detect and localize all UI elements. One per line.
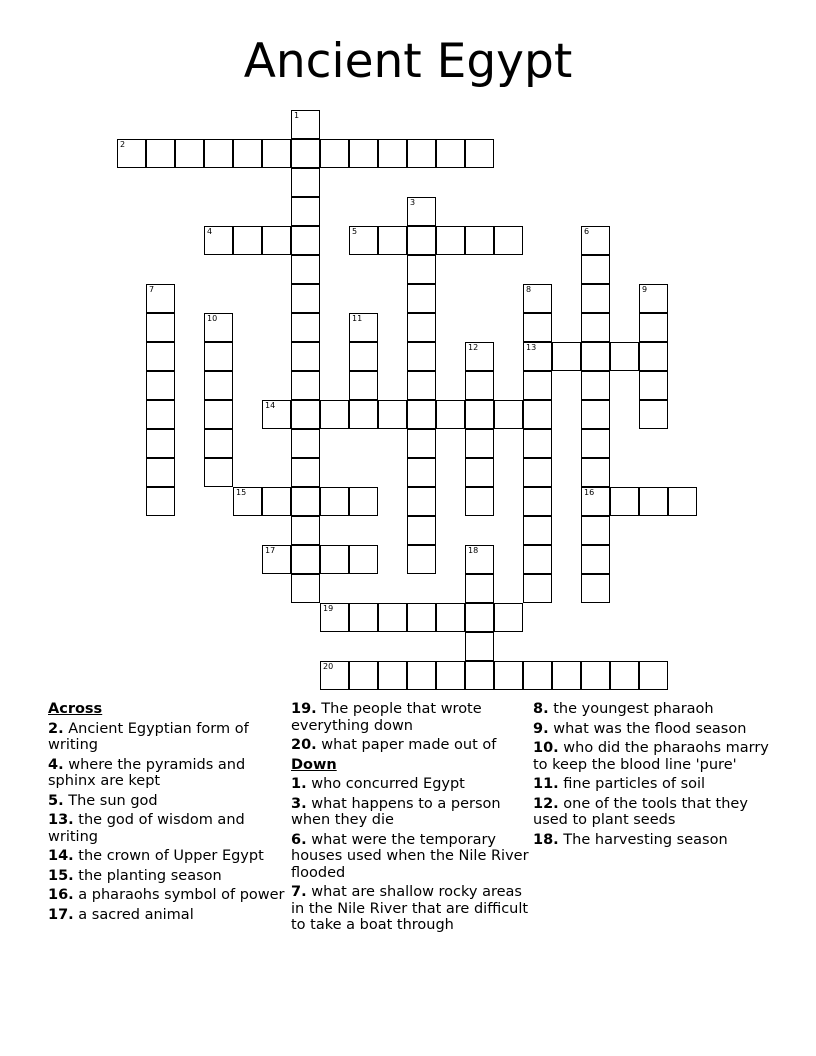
clue-text: fine particles of soil: [558, 776, 706, 792]
grid-cell[interactable]: [523, 487, 552, 516]
cell-number: 6: [584, 227, 590, 236]
grid-cell[interactable]: [204, 226, 233, 255]
clue-item: [533, 740, 773, 773]
grid-cell[interactable]: [581, 545, 610, 574]
clue-number: 5.: [48, 792, 64, 809]
grid-cell[interactable]: [262, 226, 291, 255]
grid-cell[interactable]: [146, 284, 175, 313]
clue-item: [533, 796, 773, 829]
cell-number: 4: [207, 227, 213, 236]
cell-number: 13: [526, 343, 537, 352]
grid-cell[interactable]: [320, 603, 349, 632]
grid-cell[interactable]: [639, 284, 668, 313]
grid-cell[interactable]: [523, 400, 552, 429]
grid-cell[interactable]: [320, 139, 349, 168]
grid-cell[interactable]: [436, 661, 465, 690]
grid-cell[interactable]: [349, 545, 378, 574]
clue-text: The people that wrote everything down: [291, 701, 482, 734]
grid-cell[interactable]: [349, 226, 378, 255]
grid-cell[interactable]: [552, 661, 581, 690]
grid-cell[interactable]: [320, 487, 349, 516]
clues-column-2: [291, 701, 531, 937]
grid-cell[interactable]: [291, 313, 320, 342]
cell-number: 17: [265, 546, 276, 555]
clue-number: 15.: [48, 867, 74, 884]
grid-cell[interactable]: [146, 458, 175, 487]
clue-text: what was the flood season: [548, 720, 747, 737]
grid-cell[interactable]: [146, 371, 175, 400]
grid-cell[interactable]: [407, 313, 436, 342]
grid-cell[interactable]: [581, 516, 610, 545]
cell-number: 3: [410, 198, 416, 207]
cell-number: 14: [265, 401, 276, 410]
grid-cell[interactable]: [146, 342, 175, 371]
grid-cell[interactable]: [610, 661, 639, 690]
cell-number: 16: [584, 488, 595, 497]
clue-number: 19.: [291, 701, 317, 717]
grid-cell[interactable]: [436, 603, 465, 632]
grid-cell[interactable]: [610, 342, 639, 371]
grid-cell[interactable]: [523, 429, 552, 458]
grid-cell[interactable]: [349, 400, 378, 429]
grid-cell[interactable]: [494, 603, 523, 632]
grid-cell[interactable]: [436, 400, 465, 429]
grid-cell[interactable]: [523, 342, 552, 371]
grid-cell[interactable]: [407, 603, 436, 632]
grid-cell[interactable]: [320, 400, 349, 429]
grid-cell[interactable]: [581, 400, 610, 429]
clues-column-3: [533, 701, 773, 851]
clue-text: where the pyramids and sphinx are kept: [48, 756, 246, 789]
grid-cell[interactable]: [407, 284, 436, 313]
grid-cell[interactable]: [204, 458, 233, 487]
cell-number: 19: [323, 604, 334, 613]
grid-cell[interactable]: [117, 139, 146, 168]
clue-text: a sacred animal: [73, 906, 194, 923]
grid-cell[interactable]: [407, 400, 436, 429]
clue-item: [291, 776, 531, 793]
grid-cell[interactable]: [407, 342, 436, 371]
grid-cell[interactable]: [639, 313, 668, 342]
grid-cell[interactable]: [523, 545, 552, 574]
cell-number: 10: [207, 314, 218, 323]
clue-text: the crown of Upper Egypt: [73, 848, 264, 864]
grid-cell[interactable]: [465, 661, 494, 690]
clue-text: the planting season: [73, 867, 222, 884]
grid-cell[interactable]: [581, 429, 610, 458]
grid-cell[interactable]: [291, 255, 320, 284]
cell-number: 8: [526, 285, 532, 294]
clue-text: Ancient Egyptian form of writing: [48, 720, 249, 753]
grid-cell[interactable]: [523, 313, 552, 342]
grid-cell[interactable]: [465, 342, 494, 371]
cell-number: 18: [468, 546, 479, 555]
cell-number: 2: [120, 140, 126, 149]
clue-text: the god of wisdom and writing: [48, 812, 245, 845]
grid-cell[interactable]: [349, 342, 378, 371]
clue-text: what are shallow rocky areas in the Nile River that are difficult to take a boat through: [291, 884, 529, 933]
clue-number: 4.: [48, 756, 64, 773]
clue-item: [48, 793, 288, 810]
grid-cell[interactable]: [291, 371, 320, 400]
grid-cell[interactable]: [407, 487, 436, 516]
cell-number: 11: [352, 314, 363, 323]
grid-cell[interactable]: [378, 661, 407, 690]
grid-cell[interactable]: [146, 139, 175, 168]
clue-text: what paper made out of: [316, 737, 497, 753]
grid-cell[interactable]: [407, 255, 436, 284]
grid-cell[interactable]: [204, 139, 233, 168]
grid-cell[interactable]: [407, 516, 436, 545]
clue-item: [291, 832, 531, 882]
clue-item: [291, 884, 531, 934]
grid-cell[interactable]: [204, 313, 233, 342]
clue-text: The harvesting season: [558, 831, 728, 848]
grid-cell[interactable]: [639, 661, 668, 690]
clue-number: 12.: [533, 795, 559, 812]
grid-cell[interactable]: [407, 661, 436, 690]
clue-text: the youngest pharaoh: [548, 701, 714, 717]
clue-number: 3.: [291, 795, 307, 812]
grid-cell[interactable]: [262, 487, 291, 516]
grid-cell[interactable]: [204, 429, 233, 458]
grid-cell[interactable]: [407, 429, 436, 458]
clue-text: what happens to a person when they die: [291, 795, 501, 828]
grid-cell[interactable]: [291, 429, 320, 458]
page-title: Ancient Egypt: [243, 34, 573, 89]
grid-cell[interactable]: [378, 139, 407, 168]
grid-cell[interactable]: [233, 139, 262, 168]
grid-cell[interactable]: [291, 458, 320, 487]
grid-cell[interactable]: [262, 545, 291, 574]
grid-cell[interactable]: [523, 661, 552, 690]
grid-cell[interactable]: [407, 197, 436, 226]
grid-cell[interactable]: [407, 545, 436, 574]
cell-number: 7: [149, 285, 155, 294]
clue-number: 1.: [291, 776, 307, 792]
grid-cell[interactable]: [349, 371, 378, 400]
grid-cell[interactable]: [523, 458, 552, 487]
grid-cell[interactable]: [494, 661, 523, 690]
clue-number: 11.: [533, 776, 559, 792]
grid-cell[interactable]: [494, 400, 523, 429]
grid-cell[interactable]: [262, 139, 291, 168]
clue-item: [48, 887, 288, 904]
clue-number: 20.: [291, 737, 317, 753]
grid-cell[interactable]: [320, 545, 349, 574]
grid-cell[interactable]: [523, 574, 552, 603]
grid-cell[interactable]: [465, 139, 494, 168]
grid-cell[interactable]: [204, 371, 233, 400]
cell-number: 20: [323, 662, 334, 671]
clues-column-1: [48, 701, 288, 926]
clue-number: 16.: [48, 887, 74, 903]
grid-cell[interactable]: [407, 226, 436, 255]
grid-cell[interactable]: [291, 139, 320, 168]
grid-cell[interactable]: [436, 226, 465, 255]
grid-cell[interactable]: [262, 400, 291, 429]
grid-cell[interactable]: [407, 139, 436, 168]
down-heading: Down: [291, 756, 337, 773]
grid-cell[interactable]: [465, 371, 494, 400]
clue-item: [291, 737, 531, 754]
clue-number: 6.: [291, 831, 307, 848]
grid-cell[interactable]: [465, 226, 494, 255]
clue-text: The sun god: [63, 792, 158, 809]
grid-cell[interactable]: [465, 429, 494, 458]
grid-cell[interactable]: [349, 661, 378, 690]
clue-item: [533, 832, 773, 849]
clue-item: [291, 796, 531, 829]
grid-cell[interactable]: [349, 603, 378, 632]
grid-cell[interactable]: [146, 313, 175, 342]
clue-number: 18.: [533, 831, 559, 848]
grid-cell[interactable]: [349, 313, 378, 342]
clue-text: who did the pharaohs marry to keep the blood line 'pure': [533, 740, 769, 773]
clue-number: 9.: [533, 720, 549, 737]
clue-number: 14.: [48, 848, 74, 864]
grid-cell[interactable]: [581, 574, 610, 603]
clue-item: [48, 721, 288, 754]
grid-cell[interactable]: [349, 487, 378, 516]
cell-number: 15: [236, 488, 247, 497]
grid-cell[interactable]: [581, 284, 610, 313]
grid-cell[interactable]: [581, 487, 610, 516]
grid-cell[interactable]: [523, 516, 552, 545]
grid-cell[interactable]: [349, 139, 378, 168]
grid-cell[interactable]: [291, 487, 320, 516]
clue-number: 17.: [48, 906, 74, 923]
grid-cell[interactable]: [378, 400, 407, 429]
grid-cell[interactable]: [465, 487, 494, 516]
clue-text: what were the temporary houses used when the Nile River flooded: [291, 831, 529, 881]
grid-cell[interactable]: [465, 574, 494, 603]
clue-item: [533, 721, 773, 738]
clue-text: one of the tools that they used to plant seeds: [533, 795, 748, 828]
grid-cell[interactable]: [291, 110, 320, 139]
grid-cell[interactable]: [320, 661, 349, 690]
clue-item: [291, 701, 531, 734]
clue-item: [48, 907, 288, 924]
grid-cell[interactable]: [291, 400, 320, 429]
grid-cell[interactable]: [639, 400, 668, 429]
grid-cell[interactable]: [146, 487, 175, 516]
grid-cell[interactable]: [378, 226, 407, 255]
grid-cell[interactable]: [378, 603, 407, 632]
clue-item: [48, 812, 288, 845]
clue-item: [533, 776, 773, 793]
clue-text: a pharaohs symbol of power: [73, 887, 285, 903]
grid-cell[interactable]: [639, 371, 668, 400]
grid-cell[interactable]: [581, 661, 610, 690]
grid-cell[interactable]: [465, 545, 494, 574]
grid-cell[interactable]: [639, 342, 668, 371]
grid-cell[interactable]: [146, 429, 175, 458]
grid-cell[interactable]: [407, 458, 436, 487]
grid-cell[interactable]: [552, 342, 581, 371]
grid-cell[interactable]: [291, 168, 320, 197]
clue-text: who concurred Egypt: [306, 776, 465, 792]
grid-cell[interactable]: [291, 226, 320, 255]
grid-cell[interactable]: [291, 284, 320, 313]
grid-cell[interactable]: [291, 516, 320, 545]
grid-cell[interactable]: [436, 139, 465, 168]
grid-cell[interactable]: [204, 400, 233, 429]
grid-cell[interactable]: [407, 371, 436, 400]
grid-cell[interactable]: [465, 632, 494, 661]
grid-cell[interactable]: [581, 458, 610, 487]
grid-cell[interactable]: [233, 226, 262, 255]
grid-cell[interactable]: [523, 284, 552, 313]
across-heading: Across: [48, 701, 103, 717]
grid-cell[interactable]: [581, 313, 610, 342]
grid-cell[interactable]: [639, 487, 668, 516]
clue-number: 2.: [48, 720, 64, 737]
clue-number: 13.: [48, 812, 74, 828]
grid-cell[interactable]: [523, 371, 552, 400]
grid-cell[interactable]: [581, 342, 610, 371]
grid-cell[interactable]: [581, 255, 610, 284]
cell-number: 9: [642, 285, 648, 294]
grid-cell[interactable]: [494, 226, 523, 255]
clue-number: 10.: [533, 740, 559, 756]
grid-cell[interactable]: [291, 574, 320, 603]
clue-number: 8.: [533, 701, 549, 717]
grid-cell[interactable]: [291, 342, 320, 371]
grid-cell[interactable]: [610, 487, 639, 516]
cell-number: 5: [352, 227, 358, 236]
grid-cell[interactable]: [581, 371, 610, 400]
grid-cell[interactable]: [668, 487, 697, 516]
clue-item: [533, 701, 773, 718]
grid-cell[interactable]: [175, 139, 204, 168]
cell-number: 1: [294, 111, 300, 120]
grid-cell[interactable]: [233, 487, 262, 516]
grid-cell[interactable]: [146, 400, 175, 429]
grid-cell[interactable]: [291, 197, 320, 226]
clue-item: [48, 757, 288, 790]
clue-item: [48, 848, 288, 865]
grid-cell[interactable]: [204, 342, 233, 371]
grid-cell[interactable]: [465, 400, 494, 429]
grid-cell[interactable]: [465, 458, 494, 487]
cell-number: 12: [468, 343, 479, 352]
grid-cell[interactable]: [291, 545, 320, 574]
grid-cell[interactable]: [465, 603, 494, 632]
clue-number: 7.: [291, 884, 307, 900]
grid-cell[interactable]: [581, 226, 610, 255]
clue-item: [48, 868, 288, 885]
